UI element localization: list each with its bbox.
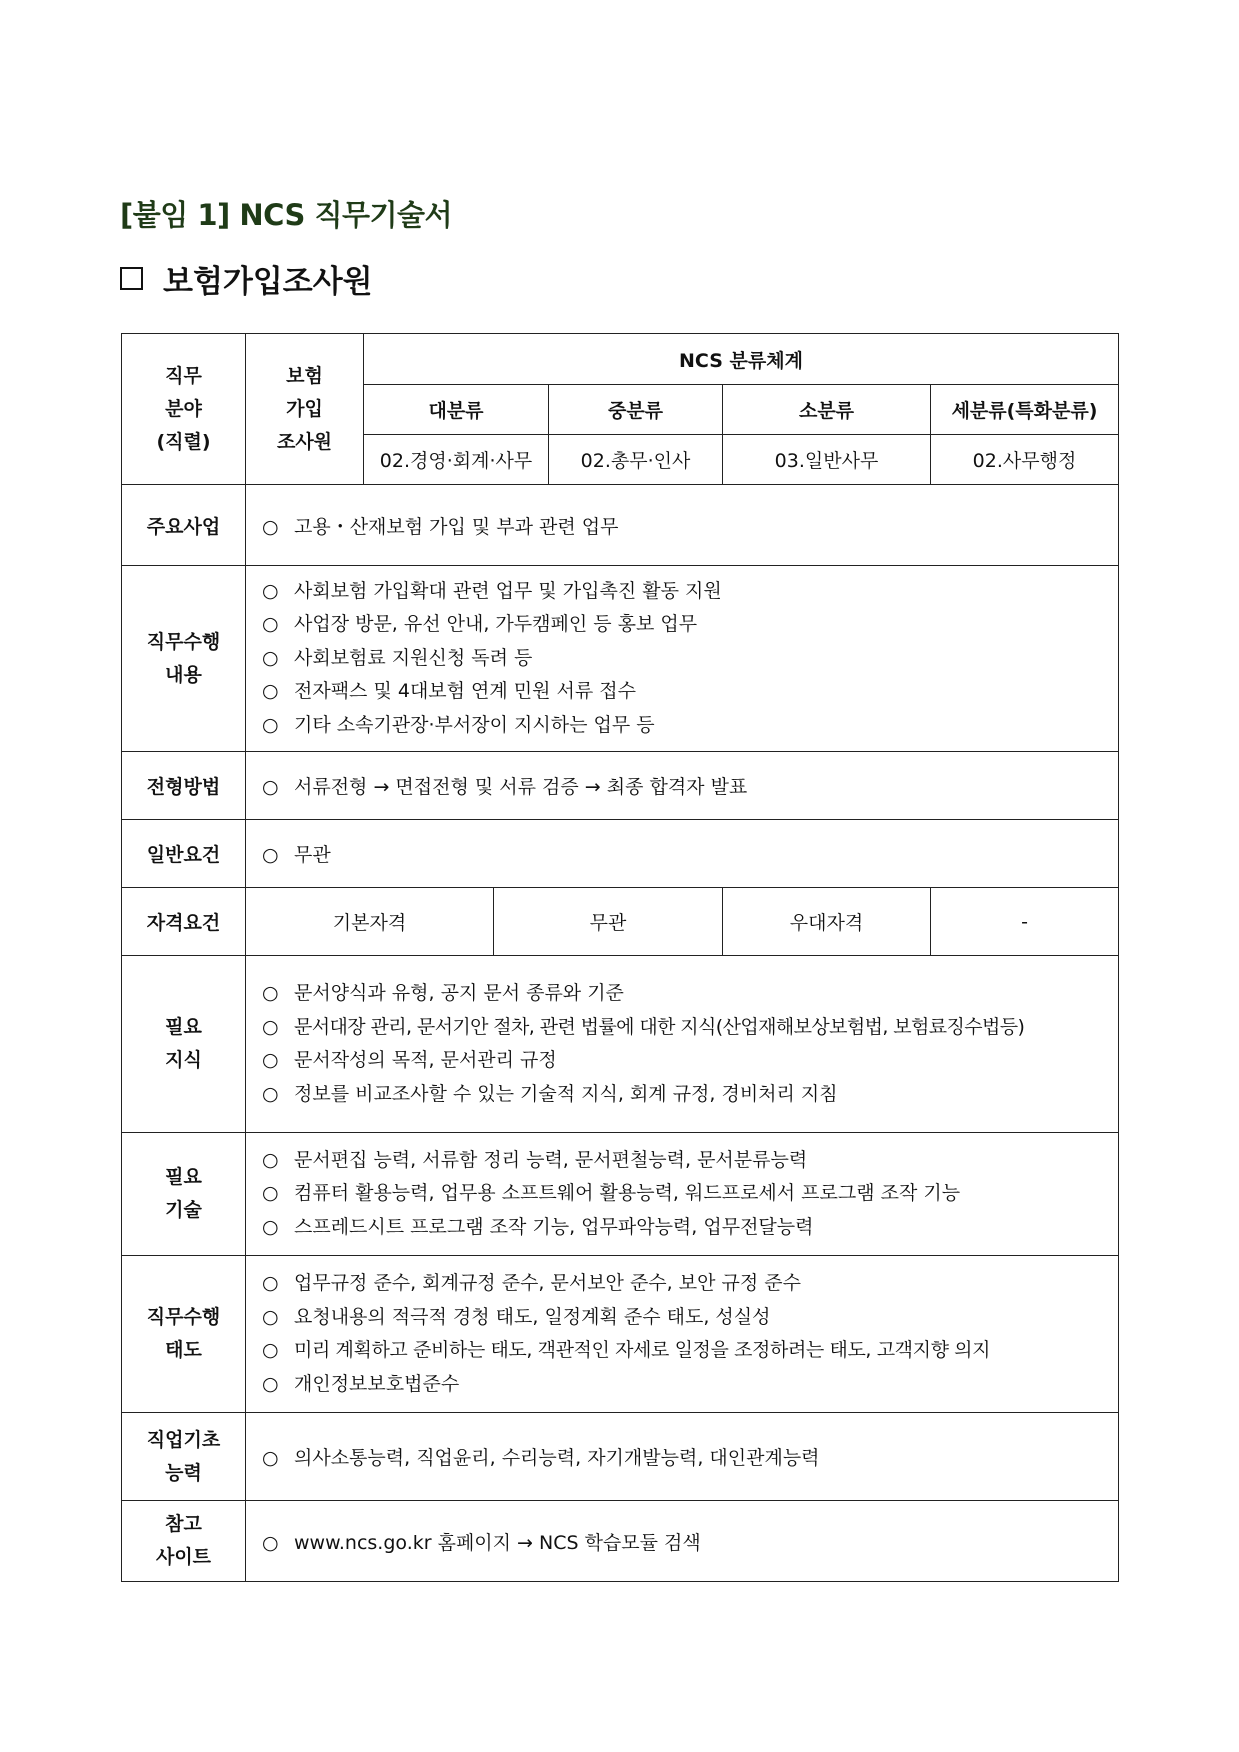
minor-category-header: 소분류 [723, 385, 931, 435]
duties-content: ○ 사회보험 가입확대 관련 업무 및 가입촉진 활동 지원 ○ 사업장 방문, 유선 안내, 가두캠페인 등 홍보 업무 ○ 사회보험료 지원신청 독려 등 ○ 전자팩스 및 4대보험 연계 민원 서류 접수 ○ 기타 소속기관장·부서장이 지시하는 업무 등 [246, 566, 1119, 752]
middle-category-value: 02.총무·인사 [549, 435, 723, 485]
middle-category-header: 중분류 [549, 385, 723, 435]
basic-qualification-label: 기본자격 [246, 888, 494, 956]
checkbox-square-icon [120, 267, 143, 290]
ncs-system-header: NCS 분류체계 [364, 334, 1119, 385]
field-value-cell: 보험 가입 조사원 [246, 334, 364, 485]
detail-category-header: 세분류(특화분류) [931, 385, 1119, 435]
attachment-title: [붙임 1] NCS 직무기술서 [120, 198, 453, 232]
major-category-header: 대분류 [364, 385, 549, 435]
skills-content: ○ 문서편집 능력, 서류함 정리 능력, 문서편철능력, 문서분류능력 ○ 컴퓨터 활용능력, 업무용 소프트웨어 활용능력, 워드프로세서 프로그램 조작 기능 ○ 스프레드시트 프로그램 조작 기능, 업무파악능력, 업무전달능력 [246, 1133, 1119, 1256]
job-description-table [121, 333, 1119, 1582]
duties-label: 직무수행 내용 [122, 566, 246, 752]
skills-label: 필요 기술 [122, 1133, 246, 1256]
main-business-content: ○ 고용・산재보험 가입 및 부과 관련 업무 [246, 485, 1119, 566]
general-requirement-content: ○ 무관 [246, 820, 1119, 888]
field-label-cell: 직무 분야 (직렬) [122, 334, 246, 485]
job-title-heading [120, 256, 373, 301]
preferred-qualification-label: 우대자격 [723, 888, 931, 956]
attitude-content: ○ 업무규정 준수, 회계규정 준수, 문서보안 준수, 보안 규정 준수 ○ 요청내용의 적극적 경청 태도, 일정계획 준수 태도, 성실성 ○ 미리 계획하고 준비하는 태도, 객관적인 자세로 일정을 조정하려는 태도, 고객지향 의지 ○ 개인정보보호법준수 [246, 1256, 1119, 1413]
job-title: 보험가입조사원 [163, 264, 373, 300]
selection-label: 전형방법 [122, 752, 246, 820]
selection-content: ○ 서류전형 → 면접전형 및 서류 검증 → 최종 합격자 발표 [246, 752, 1119, 820]
knowledge-label: 필요 지식 [122, 956, 246, 1133]
basic-competency-content: ○ 의사소통능력, 직업윤리, 수리능력, 자기개발능력, 대인관계능력 [246, 1413, 1119, 1501]
preferred-qualification-value: - [931, 888, 1119, 956]
reference-label: 참고 사이트 [122, 1501, 246, 1582]
basic-competency-label: 직업기초 능력 [122, 1413, 246, 1501]
qualification-label: 자격요건 [122, 888, 246, 956]
attitude-label: 직무수행 태도 [122, 1256, 246, 1413]
main-business-label: 주요사업 [122, 485, 246, 566]
reference-content: ○ www.ncs.go.kr 홈페이지 → NCS 학습모듈 검색 [246, 1501, 1119, 1582]
general-requirement-label: 일반요건 [122, 820, 246, 888]
basic-qualification-value: 무관 [494, 888, 723, 956]
knowledge-content: ○ 문서양식과 유형, 공지 문서 종류와 기준 ○ 문서대장 관리, 문서기안 절차, 관련 법률에 대한 지식(산업재해보상보험법, 보험료징수법등) ○ 문서작성의 목적, 문서관리 규정 ○ 정보를 비교조사할 수 있는 기술적 지식, 회계 규정, 경비처리 지침 [246, 956, 1119, 1133]
major-category-value: 02.경영·회계·사무 [364, 435, 549, 485]
minor-category-value: 03.일반사무 [723, 435, 931, 485]
detail-category-value: 02.사무행정 [931, 435, 1119, 485]
